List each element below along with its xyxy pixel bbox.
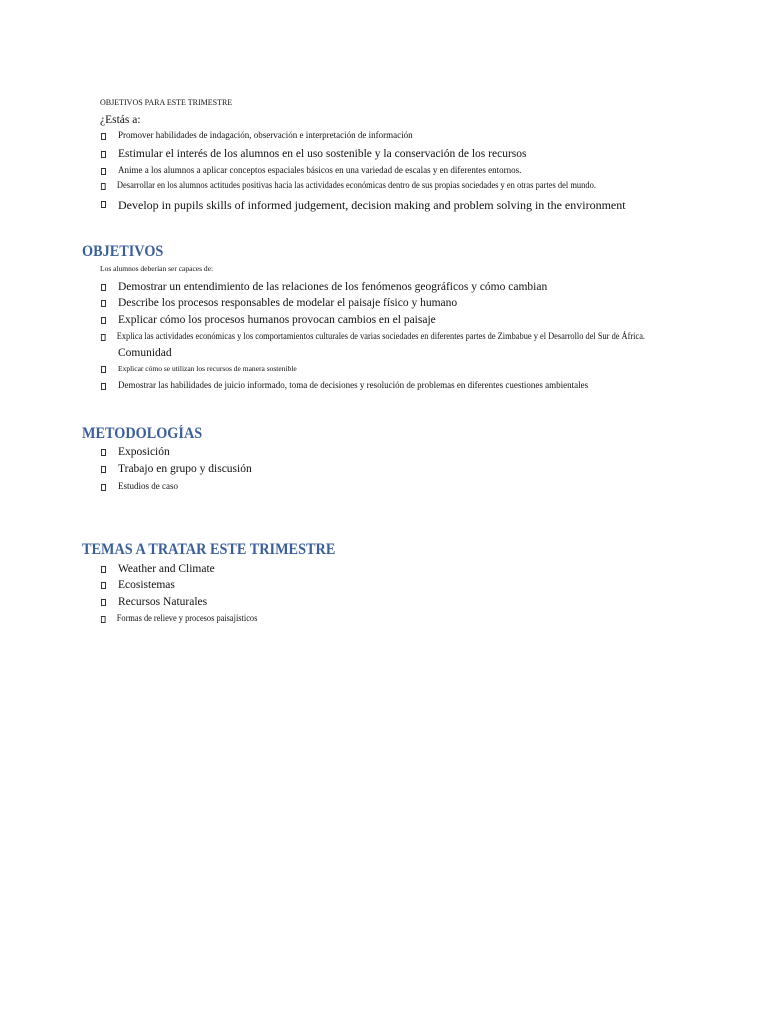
objectives-heading: OBJETIVOS (82, 243, 164, 260)
list-item (100, 613, 257, 623)
list-item (100, 481, 178, 491)
list-item-text: Estimular el interés de los alumnos en el uso sostenible y la conservación de los recursos (118, 148, 527, 160)
list-item (100, 596, 207, 608)
list-item (100, 180, 596, 190)
checkbox-square-icon (101, 201, 106, 208)
list-item (100, 463, 252, 475)
list-item (100, 364, 297, 373)
list-item-text: Demostrar las habilidades de juicio informado, toma de decisiones y resolución de problemas en diferentes cuestiones ambientales (118, 380, 589, 390)
list-item-text: Desarrollar en los alumnos actitudes positivas hacia las actividades económicas dentro de sus propias sociedades y en otras partes del mundo. (116, 180, 596, 190)
list-item (100, 579, 175, 591)
section-caps-title: OBJETIVOS PARA ESTE TRIMESTRE (100, 98, 233, 107)
methodologies-heading: METODOLOGÍAS (82, 425, 203, 442)
checkbox-square-icon (101, 449, 106, 456)
list-item (100, 297, 457, 309)
checkbox-square-icon (101, 168, 106, 175)
list-item-continuation (100, 347, 172, 359)
list-item-text: Exposición (118, 446, 170, 458)
checkbox-square-icon (101, 284, 106, 291)
checkbox-square-icon (101, 366, 106, 373)
list-item (100, 165, 521, 175)
list-item-text: Trabajo en grupo y discusión (118, 463, 252, 475)
checkbox-square-icon (101, 317, 106, 324)
checkbox-square-icon (101, 183, 106, 190)
list-item-text: Estudios de caso (118, 481, 178, 491)
checkbox-square-icon (101, 616, 106, 623)
list-item (100, 446, 170, 458)
checkbox-square-icon (101, 599, 106, 606)
checkbox-square-icon (101, 334, 106, 341)
list-item (100, 198, 626, 213)
list-item-text: Recursos Naturales (118, 596, 208, 608)
checkbox-square-icon (101, 566, 106, 573)
objectives-note: Los alumnos deberían ser capaces de: (100, 264, 214, 273)
list-item-text: Describe los procesos responsables de modelar el paisaje físico y humano (118, 297, 458, 309)
list-item-text: Explica las actividades económicas y los comportamientos culturales de varias sociedades en diferentes partes de Zimbabue y el Desarrollo del Sur de África. (116, 331, 646, 341)
checkbox-square-icon (101, 300, 106, 307)
checkbox-square-icon (101, 383, 106, 390)
list-item-text: Formas de relieve y procesos paisajísticos (116, 613, 258, 623)
list-item (100, 281, 547, 293)
checkbox-square-icon (101, 133, 106, 140)
list-item (100, 148, 526, 160)
checkbox-square-icon (101, 151, 106, 158)
topics-heading: TEMAS A TRATAR ESTE TRIMESTRE (82, 541, 336, 558)
list-item (100, 331, 645, 341)
list-item-text: Explicar cómo los procesos humanos provocan cambios en el paisaje (118, 314, 436, 326)
list-item-text: Anime a los alumnos a aplicar conceptos espaciales básicos en una variedad de escalas y en diferentes entornos. (118, 165, 522, 175)
list-item (100, 563, 215, 575)
list-item (100, 314, 436, 326)
list-item-text: Demostrar un entendimiento de las relaciones de los fenómenos geográficos y cómo cambian (118, 281, 548, 293)
checkbox-square-icon (101, 466, 106, 473)
list-item-text: Comunidad (118, 347, 172, 359)
list-item-text: Ecosistemas (118, 579, 175, 591)
intro-lead: ¿Estás a: (100, 114, 141, 126)
list-item (100, 380, 588, 390)
list-item-text: Develop in pupils skills of informed judgement, decision making and problem solving in the environment (118, 198, 626, 212)
list-item-text: Weather and Climate (118, 563, 215, 575)
list-item-text: Explicar cómo se utilizan los recursos de manera sostenible (118, 364, 297, 373)
checkbox-square-icon (101, 484, 106, 491)
list-item (100, 130, 413, 140)
list-item-text: Promover habilidades de indagación, observación e interpretación de información (118, 130, 413, 140)
checkbox-square-icon (101, 582, 106, 589)
